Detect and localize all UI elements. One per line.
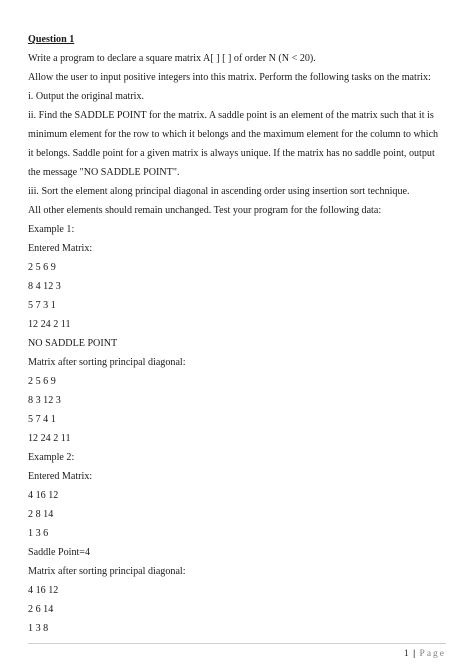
sorted-matrix-label: Matrix after sorting principal diagonal:: [28, 357, 186, 368]
question-text-line: ii. Find the SADDLE POINT for the matrix. A saddle point is an element of the matrix such that it is: [28, 110, 434, 121]
matrix-row: 4 16 12: [28, 490, 59, 501]
example-title: Example 2:: [28, 452, 75, 463]
matrix-row: 5 7 3 1: [28, 300, 56, 311]
question-text-line: iii. Sort the element along principal diagonal in ascending order using insertion sort technique.: [28, 186, 410, 197]
saddle-result: Saddle Point=4: [28, 547, 91, 558]
page-footer: [0, 641, 474, 665]
question-text-line: it belongs. Saddle point for a given matrix is always unique. If the matrix has no saddle point, output: [28, 148, 435, 159]
question-text-line: All other elements should remain unchanged. Test your program for the following data:: [28, 205, 382, 216]
question-text-line: i. Output the original matrix.: [28, 91, 145, 102]
example-title: Example 1:: [28, 224, 75, 235]
page-word: Page: [419, 649, 446, 659]
matrix-row: 2 8 14: [28, 509, 54, 520]
matrix-row: 8 3 12 3: [28, 395, 61, 406]
matrix-row: 2 5 6 9: [28, 376, 56, 387]
page-separator: |: [413, 649, 416, 659]
sorted-matrix-label: Matrix after sorting principal diagonal:: [28, 566, 186, 577]
question-text-line: Allow the user to input positive integers into this matrix. Perform the following tasks on the matrix:: [28, 72, 431, 83]
matrix-row: 8 4 12 3: [28, 281, 61, 292]
matrix-row: 2 5 6 9: [28, 262, 56, 273]
footer-divider: [28, 643, 446, 644]
matrix-row: 5 7 4 1: [28, 414, 56, 425]
page-content: [28, 30, 446, 638]
question-heading: Question 1: [28, 34, 75, 45]
matrix-row: 2 6 14: [28, 604, 54, 615]
entered-matrix-label: Entered Matrix:: [28, 471, 93, 482]
matrix-row: 12 24 2 11: [28, 319, 71, 330]
question-text-line: the message "NO SADDLE POINT".: [28, 167, 180, 178]
question-text-line: minimum element for the row to which it belongs and the maximum element for the column to which: [28, 129, 439, 140]
page-number: [404, 649, 446, 659]
entered-matrix-label: Entered Matrix:: [28, 243, 93, 254]
question-text-line: Write a program to declare a square matrix A[ ] [ ] of order N (N < 20).: [28, 53, 316, 64]
matrix-row: 1 3 8: [28, 623, 49, 634]
page-number-value: 1: [403, 649, 409, 659]
saddle-result: NO SADDLE POINT: [28, 338, 118, 349]
matrix-row: 4 16 12: [28, 585, 59, 596]
matrix-row: 1 3 6: [28, 528, 49, 539]
matrix-row: 12 24 2 11: [28, 433, 71, 444]
